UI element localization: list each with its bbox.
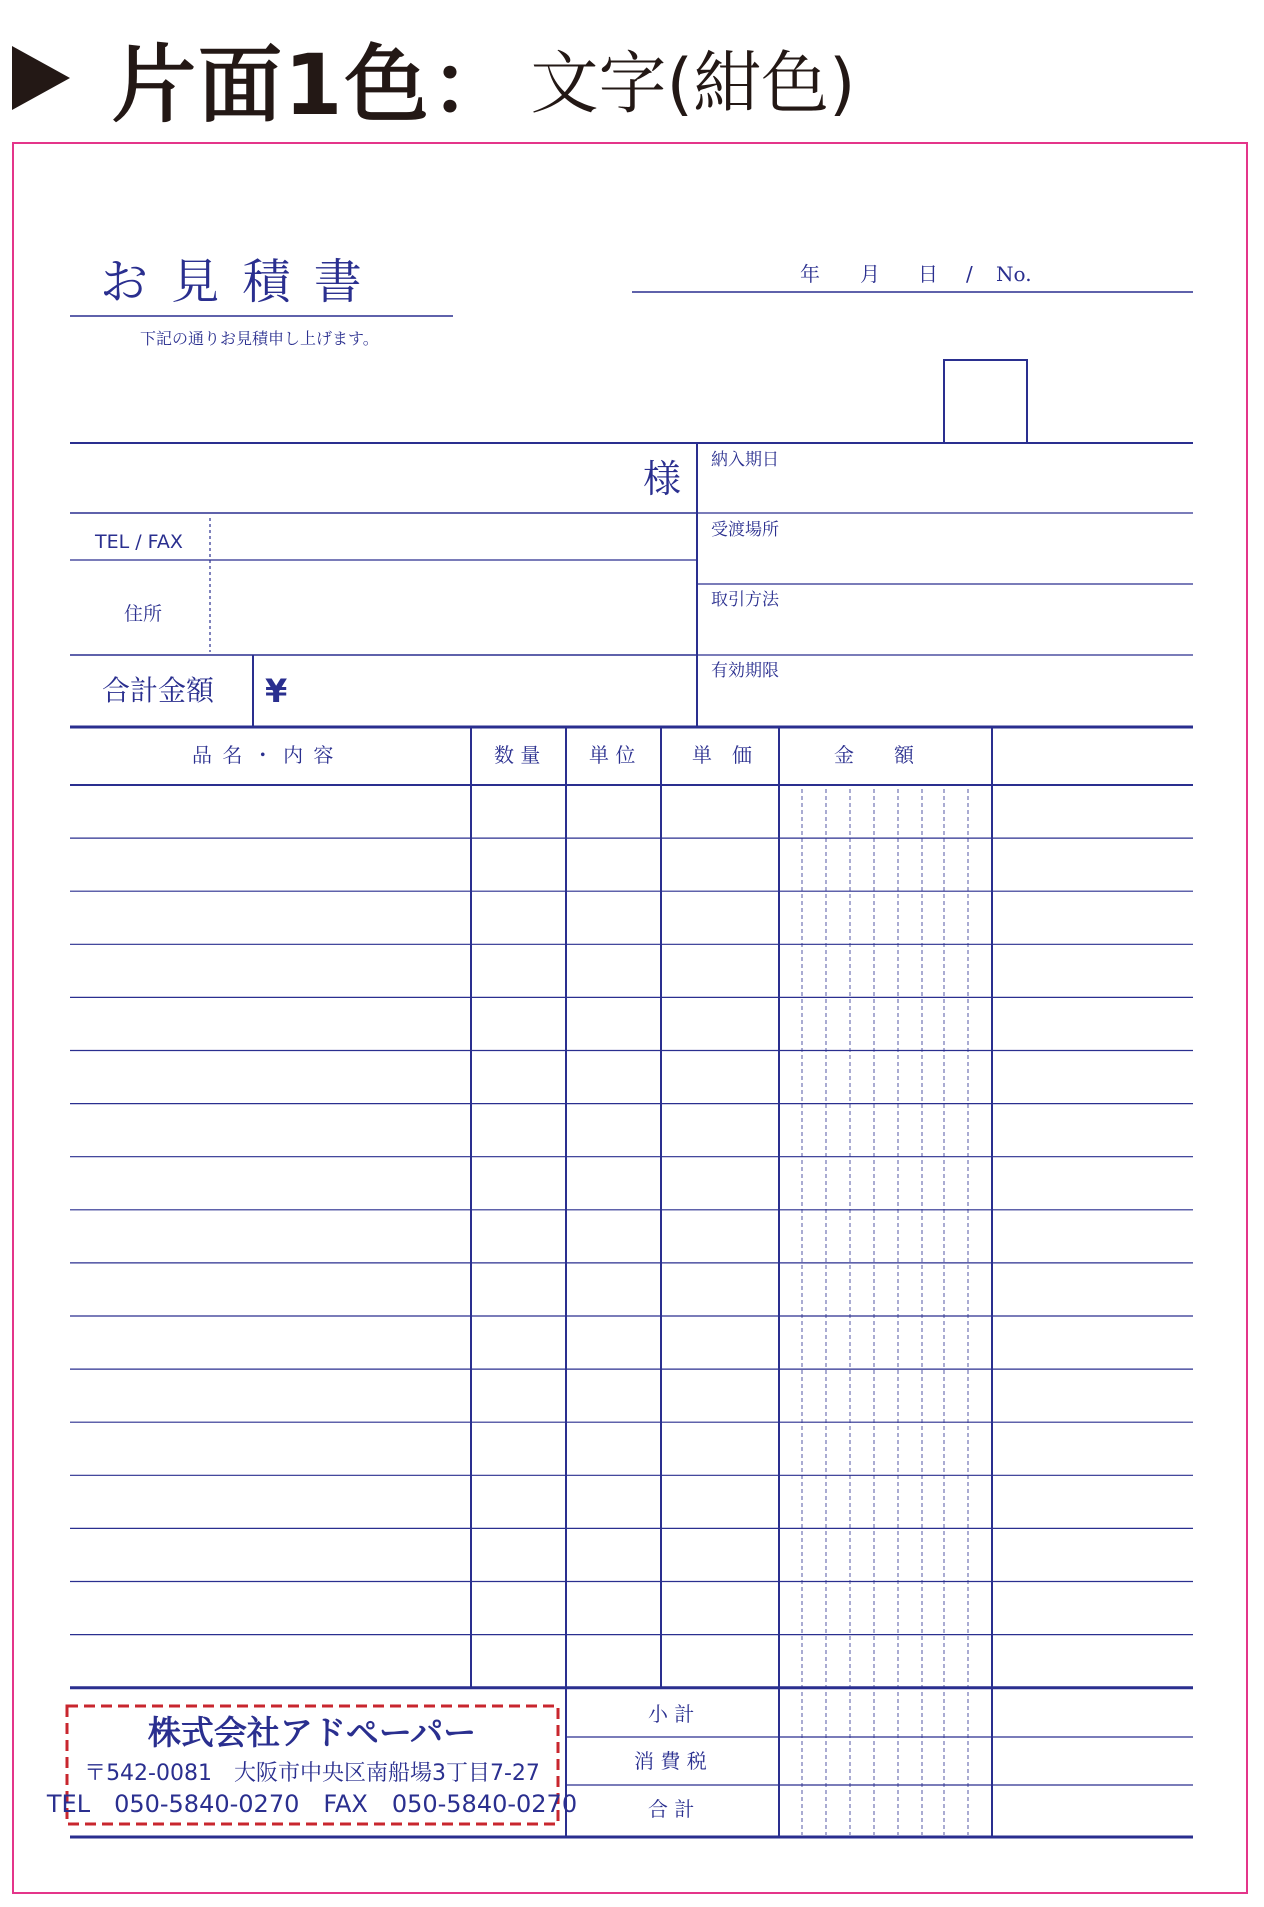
- col-header-qty: 数 量: [494, 743, 541, 767]
- col-header-item: 品 名 ・ 内 容: [192, 743, 336, 767]
- field-delivery-place: 受渡場所: [711, 520, 779, 540]
- field-valid-until: 有効期限: [711, 661, 779, 681]
- address-label: 住所: [124, 603, 163, 625]
- date-month-label: 月: [860, 262, 880, 286]
- date-day-label: 日: [918, 262, 938, 286]
- yen-sign: ¥: [265, 672, 288, 710]
- form-title: お 見 積 書: [100, 254, 366, 310]
- number-label: No.: [996, 262, 1032, 286]
- field-payment-method: 取引方法: [711, 590, 779, 610]
- col-header-unit: 単 位: [589, 743, 636, 767]
- date-separator: /: [966, 262, 973, 286]
- form-subtitle: 下記の通りお見積申し上げます。: [140, 329, 379, 348]
- heading-sub: 文字(紺色): [530, 44, 856, 124]
- honorific-sama: 様: [643, 457, 682, 501]
- tel-fax-label: TEL / FAX: [95, 531, 183, 553]
- seal-box: [944, 360, 1027, 443]
- heading-main: 片面1色：: [112, 35, 517, 134]
- subtotal-label: 小 計: [648, 1702, 695, 1726]
- field-delivery-date: 納入期日: [711, 450, 779, 470]
- company-contact: TEL 050-5840-0270 FAX 050-5840-0270: [46, 1790, 578, 1818]
- company-address: 〒542-0081 大阪市中央区南船場3丁目7-27: [84, 1761, 540, 1786]
- tax-label: 消 費 税: [634, 1749, 707, 1773]
- company-name: 株式会社アドペーパー: [147, 1713, 477, 1752]
- date-year-label: 年: [800, 262, 820, 286]
- total-amount-label: 合計金額: [102, 674, 215, 707]
- col-header-amount: 金 額: [834, 743, 914, 767]
- total-label: 合 計: [648, 1797, 695, 1821]
- col-header-price: 単 価: [692, 743, 752, 767]
